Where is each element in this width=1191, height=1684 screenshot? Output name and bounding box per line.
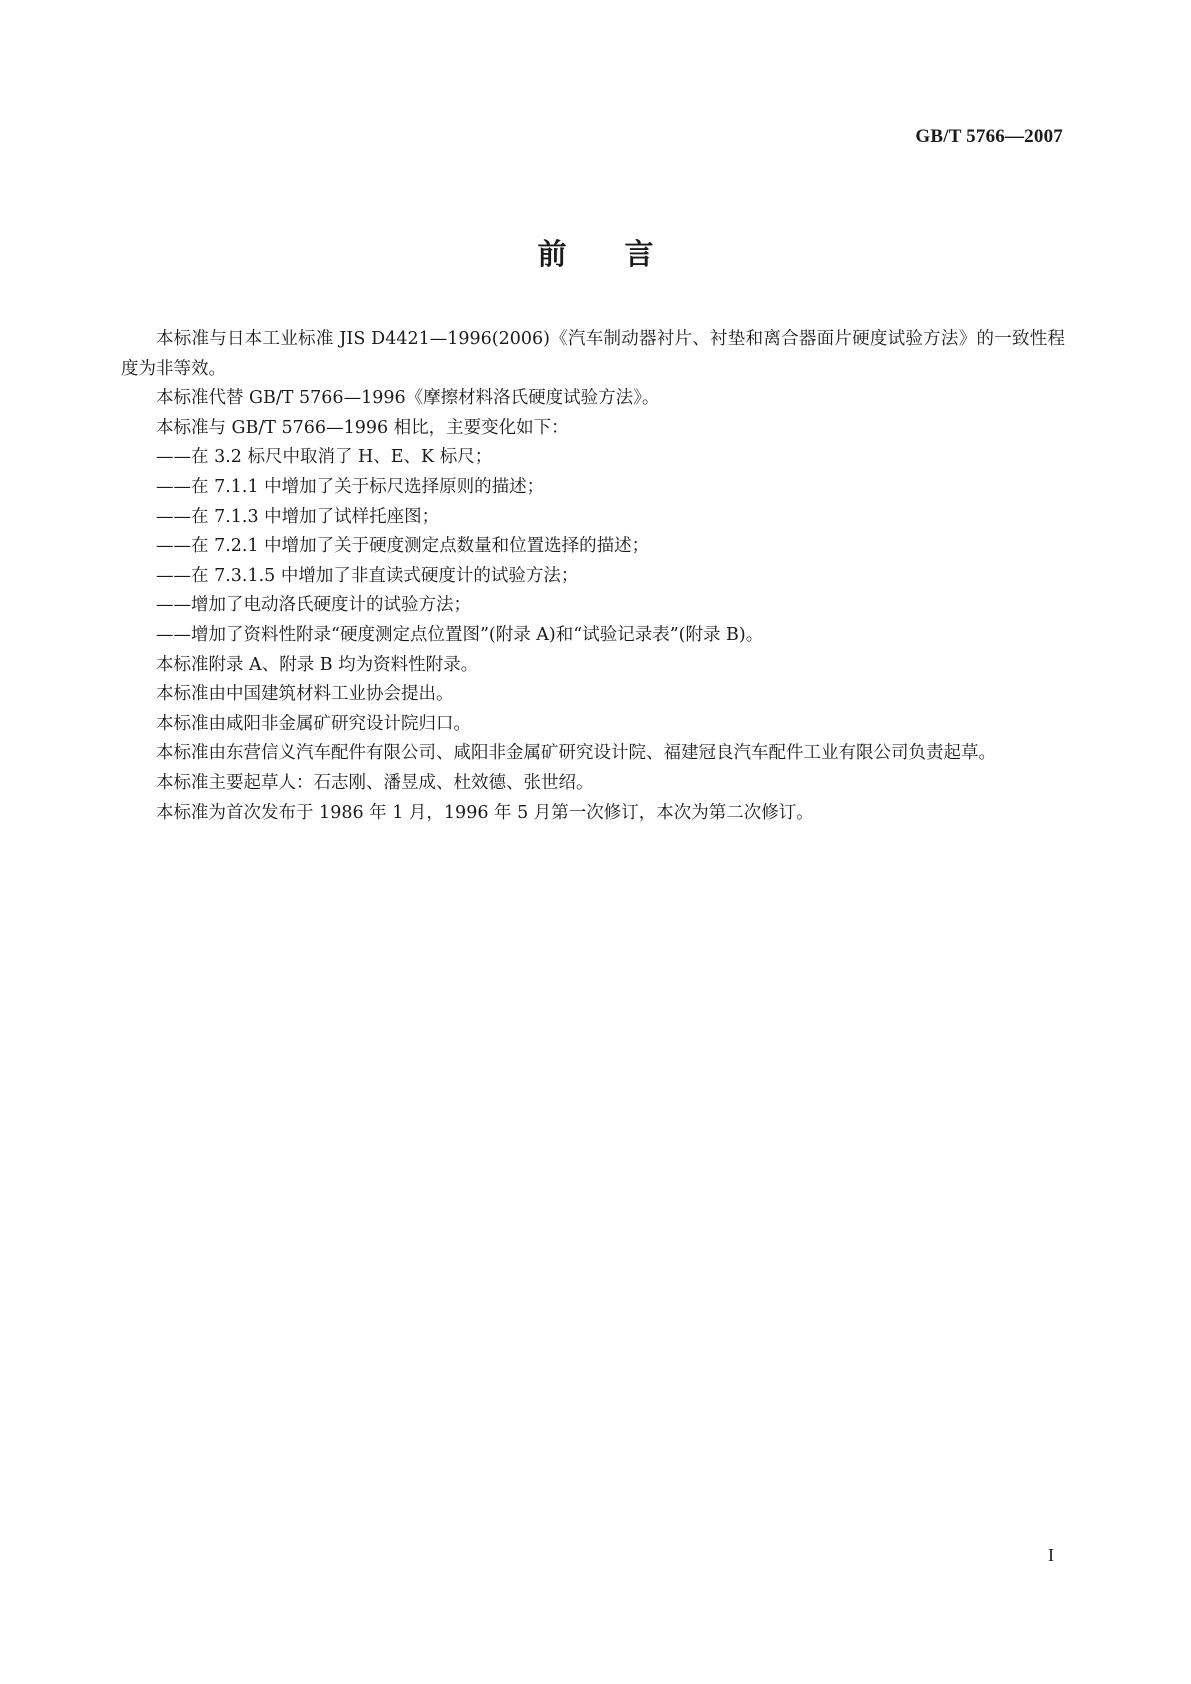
paragraph-replaces: 本标准代替 GB/T 5766—1996《摩擦材料洛氏硬度试验方法》。 [156, 388, 660, 409]
change-item: ——增加了电动洛氏硬度计的试验方法； [156, 595, 471, 616]
change-item: ——在 7.3.1.5 中增加了非直读式硬度计的试验方法； [156, 565, 579, 586]
change-item: ——增加了资料性附录“硬度测定点位置图”(附录 A)和“试验记录表”(附录 B)。 [156, 624, 764, 645]
paragraph-proposed-by: 本标准由中国建筑材料工业协会提出。 [156, 684, 454, 705]
paragraph-changes-intro: 本标准与 GB/T 5766—1996 相比，主要变化如下： [156, 417, 569, 438]
change-item: ——在 7.2.1 中增加了关于硬度测定点数量和位置选择的描述； [156, 536, 650, 557]
change-item: ——在 7.1.1 中增加了关于标尺选择原则的描述； [156, 476, 545, 497]
title-char-2: 言 [624, 237, 654, 271]
paragraph-centralized-by: 本标准由咸阳非金属矿研究设计院归口。 [156, 713, 471, 734]
change-item: ——在 7.1.3 中增加了试样托座图； [156, 506, 440, 527]
page-number: I [1048, 1545, 1054, 1565]
standard-code: GB/T 5766—2007 [915, 126, 1063, 147]
title-char-1: 前 [537, 237, 567, 271]
paragraph-history: 本标准为首次发布于 1986 年 1 月，1996 年 5 月第一次修订，本次为第二次修订。 [156, 802, 814, 823]
change-item: ——在 3.2 标尺中取消了 H、E、K 标尺； [156, 447, 493, 468]
paragraph-annexes: 本标准附录 A、附录 B 均为资料性附录。 [156, 654, 479, 675]
foreword-body [121, 325, 1065, 828]
paragraph-drafters: 本标准主要起草人：石志刚、潘昱成、杜效德、张世绍。 [156, 772, 594, 793]
page-title [0, 232, 1191, 273]
paragraph-equivalence: 本标准与日本工业标准 JIS D4421—1996(2006)《汽车制动器衬片、衬垫和离合器面片硬度试验方法》的一致性程度为非等效。 [121, 329, 1065, 379]
paragraph-drafted-by: 本标准由东营信义汽车配件有限公司、咸阳非金属矿研究设计院、福建冠良汽车配件工业有限公司负责起草。 [156, 743, 996, 764]
